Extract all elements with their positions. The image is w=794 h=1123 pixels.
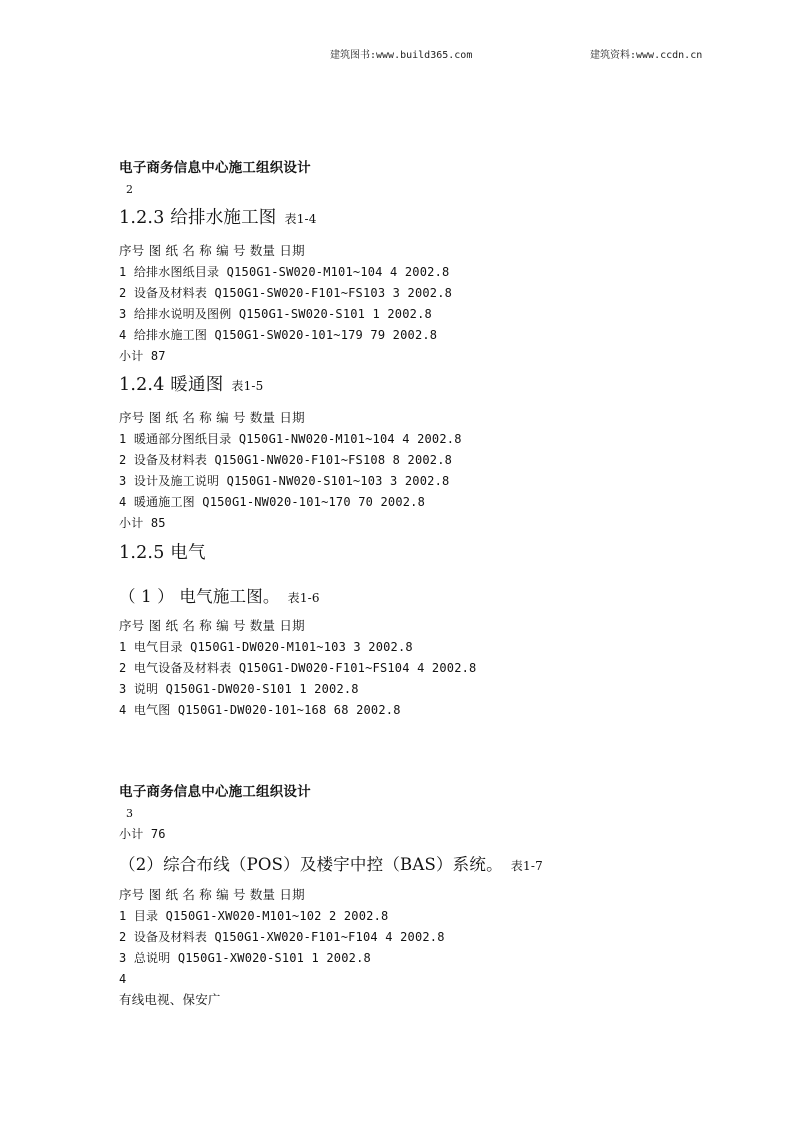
table-row: 2 设备及材料表 Q150G1-XW020-F101~F104 4 2002.8 — [119, 930, 445, 944]
table-row: 3 总说明 Q150G1-XW020-S101 1 2002.8 — [119, 951, 371, 965]
section-heading-1-2-4 — [119, 377, 264, 395]
table-ref: 表1-7 — [510, 859, 543, 873]
subsection-heading-2 — [119, 857, 543, 874]
table-row: 1 电气目录 Q150G1-DW020-M101~103 3 2002.8 — [119, 640, 413, 654]
subtotal-row: 小计 85 — [119, 516, 166, 530]
table-row: 2 设备及材料表 Q150G1-NW020-F101~FS108 8 2002.8 — [119, 453, 453, 467]
page-header-right: 建筑资料:www.ccdn.cn — [590, 50, 703, 61]
document-title: 电子商务信息中心施工组织设计 — [119, 784, 311, 800]
table-row: 1 暖通部分图纸目录 Q150G1-NW020-M101~104 4 2002.8 — [119, 432, 462, 446]
table-row: 4 暖通施工图 Q150G1-NW020-101~170 70 2002.8 — [119, 495, 426, 509]
section-heading-1-2-3 — [119, 210, 317, 228]
table-row: 2 设备及材料表 Q150G1-SW020-F101~FS103 3 2002.8 — [119, 286, 453, 300]
table-ref: 表1-4 — [284, 212, 317, 226]
table-row: 2 电气设备及材料表 Q150G1-DW020-F101~FS104 4 2002.8 — [119, 661, 477, 675]
table-header-row: 序号 图 纸 名 称 编 号 数量 日期 — [119, 410, 305, 425]
table-ref: 表1-6 — [287, 591, 320, 605]
table-row: 1 目录 Q150G1-XW020-M101~102 2 2002.8 — [119, 909, 389, 923]
subsection-heading-1 — [119, 589, 320, 606]
page-header-left: 建筑图书:www.build365.com — [330, 50, 473, 61]
subtotal-row: 小计 76 — [119, 827, 166, 841]
table-header-row: 序号 图 纸 名 称 编 号 数量 日期 — [119, 618, 305, 633]
table-row-number: 4 — [119, 972, 127, 986]
page-number: 2 — [126, 183, 134, 196]
subtotal-row: 小计 87 — [119, 349, 166, 363]
section-title: 1.2.3 给排水施工图 — [119, 208, 277, 228]
subsection-title: （2）综合布线（POS）及楼宇中控（BAS）系统。 — [119, 855, 503, 874]
continuation-text: 有线电视、保安广 — [119, 992, 221, 1007]
table-header-row: 序号 图 纸 名 称 编 号 数量 日期 — [119, 887, 305, 902]
table-ref: 表1-5 — [231, 379, 264, 393]
table-row: 4 给排水施工图 Q150G1-SW020-101~179 79 2002.8 — [119, 328, 438, 342]
table-row: 3 设计及施工说明 Q150G1-NW020-S101~103 3 2002.8 — [119, 474, 450, 488]
section-heading-1-2-5: 1.2.5 电气 — [119, 543, 206, 563]
table-row: 4 电气图 Q150G1-DW020-101~168 68 2002.8 — [119, 703, 401, 717]
table-row: 1 给排水图纸目录 Q150G1-SW020-M101~104 4 2002.8 — [119, 265, 450, 279]
table-header-row: 序号 图 纸 名 称 编 号 数量 日期 — [119, 243, 305, 258]
subsection-title: （ 1 ） 电气施工图。 — [119, 587, 280, 606]
table-row: 3 说明 Q150G1-DW020-S101 1 2002.8 — [119, 682, 359, 696]
table-row: 3 给排水说明及图例 Q150G1-SW020-S101 1 2002.8 — [119, 307, 432, 321]
section-title: 1.2.4 暖通图 — [119, 375, 224, 395]
page-number: 3 — [126, 807, 134, 820]
document-title: 电子商务信息中心施工组织设计 — [119, 160, 311, 176]
